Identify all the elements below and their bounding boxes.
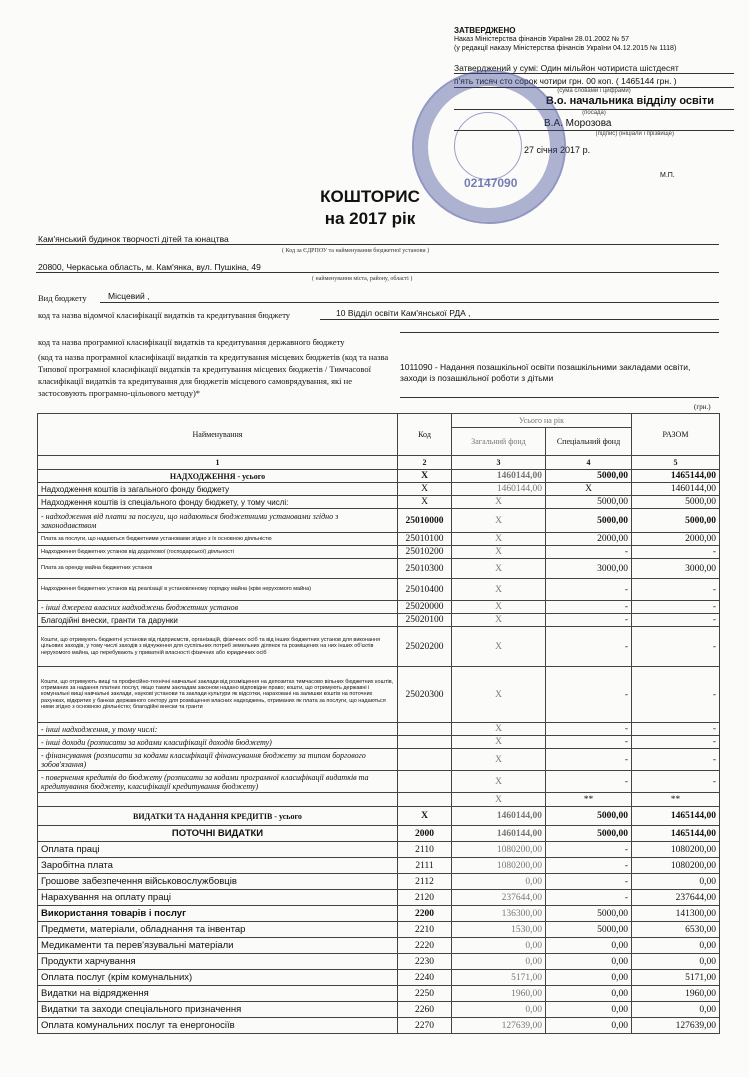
table-row	[38, 938, 720, 954]
header-code: Код	[398, 414, 452, 456]
row-name: Нарахування на оплату праці	[38, 890, 398, 906]
row-special-fund: -	[546, 579, 632, 601]
header-total-year: Усього на рік	[452, 414, 632, 428]
row-code: 2220	[398, 938, 452, 954]
state-program-label: код та назва програмної класифікації видатків та кредитування державного бюджету	[38, 337, 345, 347]
table-row	[38, 749, 720, 771]
row-name: Кошти, що отримують вищі та професійно-технічні навчальні заклади від розміщення на депозитах тимчасово вільних бюджетних коштів, отриманих за надання платних послуг, якщо таким закладам законом надано відповідне право; кошти, що отримують державні і комунальні вищі навчальні заклади, наукові установи та заклади культури як відсотки, нараховані на залишки коштів на поточних рахунках, відкритих у банках державного сектору для розміщення власних надходжень, отриманих як плата за послуги, що надаються ними згідно з основною діяльністю; благодійні внески та гранти	[38, 667, 398, 723]
row-name: Плата за оренду майна бюджетних установ	[38, 559, 398, 579]
header-name: Найменування	[38, 414, 398, 456]
table-row	[38, 546, 720, 559]
row-special-fund: 5000,00	[546, 470, 632, 483]
row-special-fund: 0,00	[546, 970, 632, 986]
row-general-fund: X	[452, 601, 546, 614]
row-general-fund: X	[452, 749, 546, 771]
row-general-fund: X	[452, 771, 546, 793]
row-special-fund: 5000,00	[546, 826, 632, 842]
local-program-label: (код та назва програмної класифікації видатків та кредитування місцевих бюджетів (код та назва Типової програмної класифікації видатків та кредитування місцевих бюджетів / Тимчасової класифікації видатків та кредитування для бюджетів місцевого самоврядування, які не застосовують програмно-цільового методу)*	[38, 352, 389, 398]
row-code: 25020100	[398, 614, 452, 627]
table-row	[38, 736, 720, 749]
row-name: ВИДАТКИ ТА НАДАННЯ КРЕДИТІВ - усього	[38, 807, 398, 826]
row-general-fund: 1960,00	[452, 986, 546, 1002]
local-program-underline	[400, 397, 719, 398]
row-name: Надходження бюджетних установ від додаткової (господарської) діяльності	[38, 546, 398, 559]
row-total: 1460144,00	[632, 483, 720, 496]
table-row	[38, 890, 720, 906]
table-row	[38, 723, 720, 736]
table-row	[38, 1002, 720, 1018]
row-general-fund: 0,00	[452, 1002, 546, 1018]
col-num-4: 4	[546, 456, 632, 470]
col-num-3: 3	[452, 456, 546, 470]
row-general-fund: X	[452, 509, 546, 533]
row-special-fund: 0,00	[546, 986, 632, 1002]
institution-underline	[36, 244, 719, 245]
table-row	[38, 579, 720, 601]
row-general-fund: 5171,00	[452, 970, 546, 986]
institution-name: Кам'янський будинок творчості дітей та юнацтва	[38, 234, 229, 244]
row-name	[38, 793, 398, 807]
institution-caption: ( Код за ЄДРПОУ та найменування бюджетної установи )	[282, 248, 430, 254]
row-name: Оплата праці	[38, 842, 398, 858]
row-special-fund: -	[546, 601, 632, 614]
row-total: 127639,00	[632, 1018, 720, 1034]
row-special-fund: 0,00	[546, 1002, 632, 1018]
table-row	[38, 842, 720, 858]
row-total: -	[632, 601, 720, 614]
row-total: 5171,00	[632, 970, 720, 986]
column-numbers-row	[38, 456, 720, 470]
row-code	[398, 723, 452, 736]
approved-sum-line-2: п'ять тисяч сто сорок чотири грн. 00 коп. ( 1465144 грн. )	[454, 76, 734, 88]
row-general-fund: X	[452, 723, 546, 736]
table-row	[38, 954, 720, 970]
row-total: 237644,00	[632, 890, 720, 906]
row-special-fund: 2000,00	[546, 533, 632, 546]
row-special-fund: 5000,00	[546, 906, 632, 922]
seal-inner-ring	[454, 112, 522, 180]
table-row	[38, 533, 720, 546]
row-general-fund: X	[452, 533, 546, 546]
table-row	[38, 874, 720, 890]
row-general-fund: X	[452, 546, 546, 559]
row-total: **	[632, 793, 720, 807]
row-name: - інші доходи (розписати за кодами класифікації доходів бюджету)	[38, 736, 398, 749]
approval-heading: ЗАТВЕРДЖЕНО	[454, 26, 516, 35]
row-general-fund: 0,00	[452, 938, 546, 954]
row-code: 2200	[398, 906, 452, 922]
row-total: 1960,00	[632, 986, 720, 1002]
row-special-fund: -	[546, 627, 632, 667]
row-general-fund: X	[452, 614, 546, 627]
row-special-fund: 5000,00	[546, 922, 632, 938]
row-special-fund: 3000,00	[546, 559, 632, 579]
table-row	[38, 793, 720, 807]
row-total: -	[632, 736, 720, 749]
row-name: НАДХОДЖЕННЯ - усього	[38, 470, 398, 483]
row-special-fund: X	[546, 483, 632, 496]
row-general-fund: X	[452, 627, 546, 667]
table-row	[38, 614, 720, 627]
row-special-fund: **	[546, 793, 632, 807]
row-special-fund: -	[546, 858, 632, 874]
state-program-underline	[400, 332, 719, 333]
row-general-fund: 237644,00	[452, 890, 546, 906]
row-total: 0,00	[632, 954, 720, 970]
approved-sum-line-1: Затверджений у сумі: Один мільйон чотириста шістдесят	[454, 63, 734, 75]
row-general-fund: X	[452, 579, 546, 601]
row-name: Кошти, що отримують бюджетні установи від підприємств, організацій, фізичних осіб та від інших бюджетних установ для виконання цільових заходів, у тому числі заходів з відчуження для суспільних потреб земельних ділянок та розміщених на них інших об'єктів нерухомого майна, що перебувають у приватній власності фізичних або юридичних осіб	[38, 627, 398, 667]
row-total: 1465144,00	[632, 826, 720, 842]
row-name: - інші надходження, у тому числі:	[38, 723, 398, 736]
row-name: - повернення кредитів до бюджету (розписати за кодами програмної класифікації видатків та кредитування бюджету, класифікації кредитування бюджету)	[38, 771, 398, 793]
row-special-fund: 5000,00	[546, 509, 632, 533]
row-general-fund: X	[452, 559, 546, 579]
header-general-fund: Загальний фонд	[452, 428, 546, 456]
title-line-2: на 2017 рік	[324, 209, 416, 228]
approval-date: 27 січня 2017 р.	[524, 144, 591, 155]
row-special-fund: -	[546, 723, 632, 736]
row-special-fund: -	[546, 874, 632, 890]
table-row	[38, 906, 720, 922]
row-total: 2000,00	[632, 533, 720, 546]
row-general-fund: X	[452, 496, 546, 509]
row-total: -	[632, 667, 720, 723]
table-row	[38, 667, 720, 723]
table-row	[38, 559, 720, 579]
col-num-2: 2	[398, 456, 452, 470]
row-code	[398, 749, 452, 771]
budget-type-value: Місцевий ,	[108, 291, 150, 301]
row-total: -	[632, 546, 720, 559]
row-total: -	[632, 614, 720, 627]
table-row	[38, 601, 720, 614]
row-special-fund: -	[546, 749, 632, 771]
row-name: Оплата послуг (крім комунальних)	[38, 970, 398, 986]
table-row	[38, 496, 720, 509]
table-header-row	[38, 414, 720, 428]
approver-name: В.А. Морозова	[454, 118, 734, 132]
row-name: Продукти харчування	[38, 954, 398, 970]
row-name: Предмети, матеріали, обладнання та інвентар	[38, 922, 398, 938]
row-name: Надходження коштів із загального фонду бюджету	[38, 483, 398, 496]
table-row	[38, 922, 720, 938]
department-label: код та назва відомчої класифікації видатків та кредитування бюджету	[38, 310, 291, 320]
row-general-fund: 1460144,00	[452, 470, 546, 483]
row-general-fund: 1080200,00	[452, 842, 546, 858]
row-name: Використання товарів і послуг	[38, 906, 398, 922]
row-name: ПОТОЧНІ ВИДАТКИ	[38, 826, 398, 842]
row-special-fund: 0,00	[546, 954, 632, 970]
row-general-fund: 1080200,00	[452, 858, 546, 874]
row-total: -	[632, 579, 720, 601]
row-name: Благодійні внески, гранти та дарунки	[38, 614, 398, 627]
row-code: X	[398, 496, 452, 509]
row-general-fund: 0,00	[452, 954, 546, 970]
row-code: 2260	[398, 1002, 452, 1018]
row-code: 2120	[398, 890, 452, 906]
table-row	[38, 826, 720, 842]
row-special-fund: 5000,00	[546, 807, 632, 826]
row-code: 2000	[398, 826, 452, 842]
row-general-fund: 136300,00	[452, 906, 546, 922]
table-row	[38, 509, 720, 533]
row-total: -	[632, 749, 720, 771]
budget-type-label: Вид бюджету	[38, 293, 87, 303]
row-special-fund: -	[546, 614, 632, 627]
row-code: 25010000	[398, 509, 452, 533]
budget-type-underline	[100, 302, 719, 303]
address-caption: ( найменування міста, району, області )	[312, 276, 413, 282]
table-row	[38, 483, 720, 496]
row-code: 2270	[398, 1018, 452, 1034]
row-general-fund: 1460144,00	[452, 807, 546, 826]
row-total: 0,00	[632, 1002, 720, 1018]
table-row	[38, 807, 720, 826]
table-row	[38, 771, 720, 793]
col-num-5: 5	[632, 456, 720, 470]
row-general-fund: 127639,00	[452, 1018, 546, 1034]
row-total: -	[632, 723, 720, 736]
approver-position: В.о. начальника відділу освіти	[454, 95, 734, 110]
row-name: Видатки на відрядження	[38, 986, 398, 1002]
row-general-fund: 1460144,00	[452, 483, 546, 496]
row-special-fund: -	[546, 771, 632, 793]
row-code: 25020200	[398, 627, 452, 667]
row-name: - інші джерела власних надходжень бюджетних установ	[38, 601, 398, 614]
row-special-fund: 0,00	[546, 938, 632, 954]
row-special-fund: -	[546, 546, 632, 559]
row-name: Плата за послуги, що надаються бюджетними установами згідно з їх основною діяльністю	[38, 533, 398, 546]
row-name: Заробітна плата	[38, 858, 398, 874]
position-caption: (посада)	[582, 110, 606, 116]
row-code: 25010400	[398, 579, 452, 601]
order-line-2: (у редакції наказу Міністерства фінансів України 04.12.2015 № 1118)	[454, 44, 677, 52]
row-name: Медикаменти та перев'язувальні матеріали	[38, 938, 398, 954]
sum-caption: (сума словами і цифрами)	[557, 87, 631, 94]
department-underline	[320, 319, 719, 320]
row-code: 2112	[398, 874, 452, 890]
row-code: X	[398, 483, 452, 496]
row-total: 6530,00	[632, 922, 720, 938]
row-total: 3000,00	[632, 559, 720, 579]
mp-mark: М.П.	[660, 172, 675, 179]
institution-address: 20800, Черкаська область, м. Кам'янка, вул. Пушкіна, 49	[38, 262, 261, 272]
seal-code: 02147090	[464, 176, 518, 190]
row-code	[398, 793, 452, 807]
row-code	[398, 771, 452, 793]
row-general-fund: X	[452, 736, 546, 749]
row-special-fund: 5000,00	[546, 496, 632, 509]
row-code: 2250	[398, 986, 452, 1002]
local-program-value: 1011090 - Надання позашкільної освіти позашкільними закладами освіти, заходи із позашкільної роботи з дітьми	[400, 362, 691, 383]
col-num-1: 1	[38, 456, 398, 470]
row-name: Грошове забезпечення військовослужбовців	[38, 874, 398, 890]
row-general-fund: 1530,00	[452, 922, 546, 938]
row-total: 5000,00	[632, 496, 720, 509]
row-code: 25020300	[398, 667, 452, 723]
signature-caption: (підпис) (ініціали і прізвище)	[595, 131, 674, 137]
currency-unit: (грн.)	[694, 403, 711, 411]
row-code: 2111	[398, 858, 452, 874]
row-total: 141300,00	[632, 906, 720, 922]
row-total: 5000,00	[632, 509, 720, 533]
row-name: - надходження від плати за послуги, що надаються бюджетними установами згідно з законодавством	[38, 509, 398, 533]
address-underline	[36, 272, 719, 273]
table-row	[38, 1018, 720, 1034]
row-total: 1080200,00	[632, 858, 720, 874]
row-total: 0,00	[632, 874, 720, 890]
department-value: 10 Відділ освіти Кам'янської РДА ,	[336, 308, 471, 318]
row-total: 1465144,00	[632, 807, 720, 826]
row-total: 1465144,00	[632, 470, 720, 483]
estimate-table	[37, 413, 720, 1034]
row-name: Видатки та заходи спеціального призначення	[38, 1002, 398, 1018]
order-line-1: Наказ Міністерства фінансів України 28.01.2002 № 57	[454, 36, 630, 43]
row-general-fund: 1460144,00	[452, 826, 546, 842]
row-code: 2110	[398, 842, 452, 858]
row-total: 0,00	[632, 938, 720, 954]
row-general-fund: X	[452, 793, 546, 807]
header-sum: РАЗОМ	[632, 414, 720, 456]
row-special-fund: -	[546, 736, 632, 749]
document-title	[300, 186, 440, 230]
table-row	[38, 627, 720, 667]
row-code: 2210	[398, 922, 452, 938]
row-general-fund: X	[452, 667, 546, 723]
row-total: 1080200,00	[632, 842, 720, 858]
row-name: Оплата комунальних послуг та енергоносіїв	[38, 1018, 398, 1034]
row-code	[398, 736, 452, 749]
header-special-fund: Спеціальний фонд	[546, 428, 632, 456]
row-general-fund: 0,00	[452, 874, 546, 890]
table-row	[38, 986, 720, 1002]
row-code: 25010300	[398, 559, 452, 579]
row-code: X	[398, 470, 452, 483]
row-name: Надходження бюджетних установ від реалізації в установленому порядку майна (крім нерухомого майна)	[38, 579, 398, 601]
row-code: 25010100	[398, 533, 452, 546]
row-name: - фінансування (розписати за кодами класифікації фінансування бюджету за типом боргового зобов'язання)	[38, 749, 398, 771]
row-code: 2240	[398, 970, 452, 986]
table-row	[38, 470, 720, 483]
row-code: 25010200	[398, 546, 452, 559]
row-code: X	[398, 807, 452, 826]
row-name: Надходження коштів із спеціального фонду бюджету, у тому числі:	[38, 496, 398, 509]
row-special-fund: -	[546, 842, 632, 858]
row-code: 2230	[398, 954, 452, 970]
row-special-fund: -	[546, 667, 632, 723]
row-total: -	[632, 627, 720, 667]
row-code: 25020000	[398, 601, 452, 614]
row-special-fund: 0,00	[546, 1018, 632, 1034]
row-total: -	[632, 771, 720, 793]
table-row	[38, 970, 720, 986]
table-row	[38, 858, 720, 874]
title-line-1: КОШТОРИС	[320, 187, 420, 206]
row-special-fund: -	[546, 890, 632, 906]
